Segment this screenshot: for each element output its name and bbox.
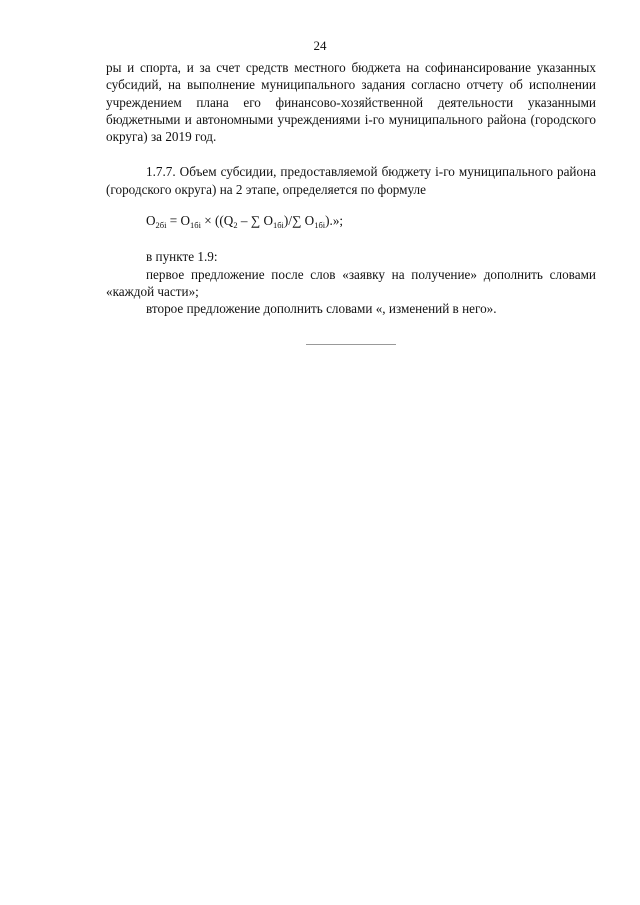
paragraph-continuation: ры и спорта, и за счет средств местного бюджета на софинансирование указанных субсидий, на выполнение муниципального задания согласно отчету об исполнении учреждением плана его финансово-хозяйственной деятельности указанными бюджетными и автономными учреждениями i-го муниципального района (городского округа) за 2019 год. xyxy=(106,60,596,145)
formula-sub: 2 xyxy=(233,220,238,231)
item-1-9-heading: в пункте 1.9: xyxy=(146,249,218,265)
paragraph-1-7-7: 1.7.7. Объем субсидии, предоставляемой бюджету i-го муниципального района (городского округа) на 2 этапе, определяется по формуле xyxy=(106,164,596,197)
formula-sub: 1бi xyxy=(314,220,326,231)
amendment-line-1: первое предложение после слов «заявку на получение» дополнить словами «каждой части»; xyxy=(106,266,596,299)
subsidy-formula xyxy=(106,212,596,234)
page-number: 24 xyxy=(313,38,327,53)
formula-eq: = O xyxy=(166,213,191,229)
formula-sub: 1бi xyxy=(190,220,201,231)
amendment-line-2: второе предложение дополнить словами «, изменений в него». xyxy=(146,301,497,317)
formula-div: )/∑ O xyxy=(283,213,315,229)
document-body xyxy=(106,59,596,318)
formula-o: O xyxy=(146,213,156,229)
formula-sub: 1бi xyxy=(272,220,284,231)
formula-minus: – ∑ O xyxy=(237,213,273,229)
end-divider xyxy=(306,344,396,345)
formula-tail: ).»; xyxy=(325,213,344,229)
formula-times: × ((Q xyxy=(200,213,234,229)
formula-sub: 2бi xyxy=(155,220,167,231)
